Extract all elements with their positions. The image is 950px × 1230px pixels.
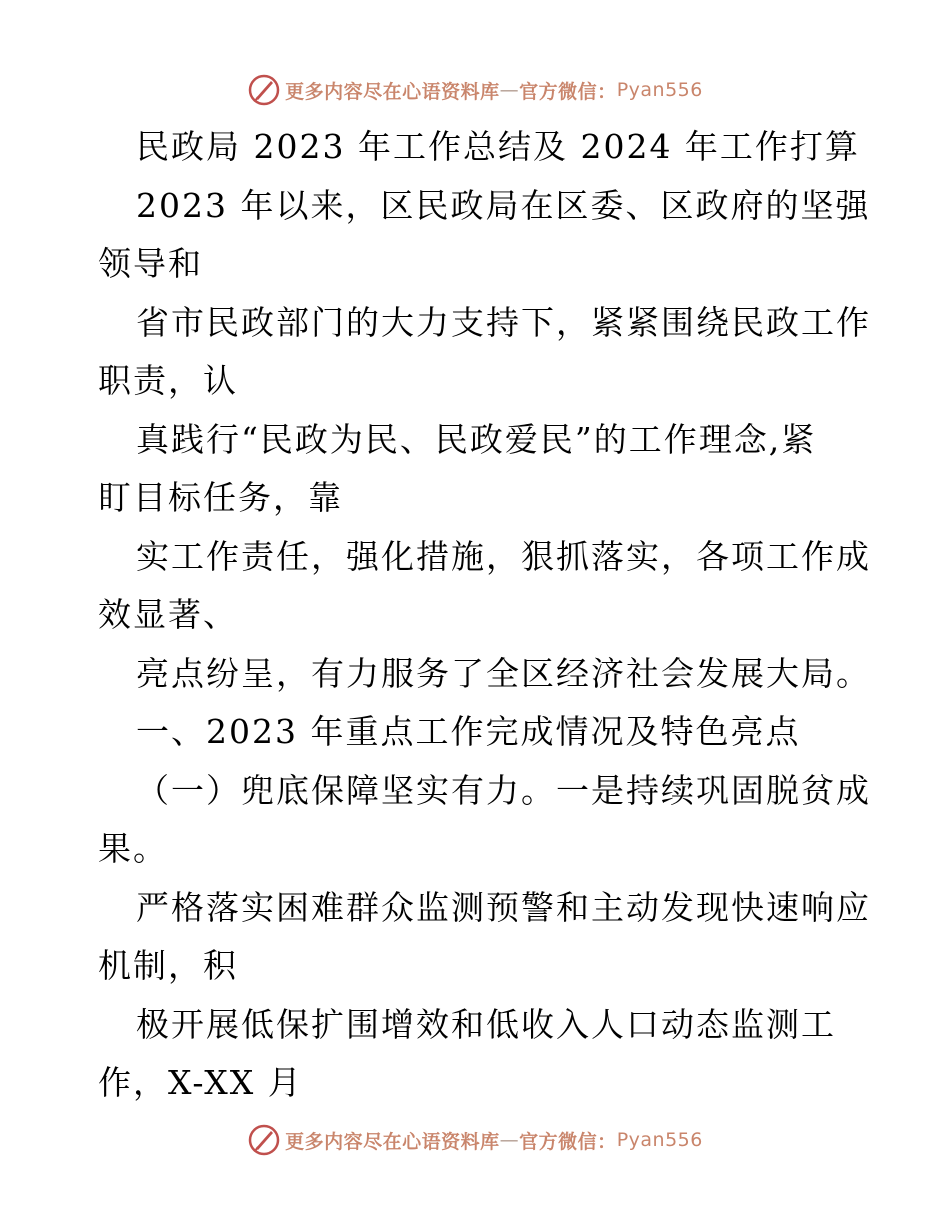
watermark-official-label: 官方微信： xyxy=(519,1130,617,1153)
watermark-text: 更多内容尽在心语资料库 xyxy=(285,1130,500,1153)
watermark-wechat-id: Pyan556 xyxy=(616,1129,703,1151)
text-line: 职责，认 xyxy=(98,361,238,400)
quill-pen-logo-icon xyxy=(247,73,281,107)
text-line: 机制，积 xyxy=(98,946,238,985)
text-line: 实工作责任，强化措施，狠抓落实，各项工作成 xyxy=(136,536,871,576)
text-line: 领导和 xyxy=(98,244,203,283)
text-line: 真践行“民政为民、民政爱民”的工作理念,紧 xyxy=(136,419,817,459)
document-body xyxy=(98,118,871,1113)
text-line: 2023 年以来，区民政局在区委、区政府的坚强 xyxy=(136,185,871,225)
text-line: 作，X-XX 月 xyxy=(98,1063,303,1102)
text-line: 效显著、 xyxy=(98,595,238,634)
watermark-separator: — xyxy=(499,79,520,101)
text-line: 亮点纷呈，有力服务了全区经济社会发展大局。 xyxy=(136,653,871,693)
text-line: 果。 xyxy=(98,829,168,868)
text-line: 严格落实困难群众监测预警和主动发现快速响应 xyxy=(136,887,871,927)
subsection-heading: （一）兜底保障坚实有力。一是持续巩固脱贫成 xyxy=(136,770,871,810)
document-title: 民政局 2023 年工作总结及 2024 年工作打算 xyxy=(136,127,860,166)
watermark-footer xyxy=(0,1120,950,1160)
watermark-separator: — xyxy=(499,1129,520,1151)
text-line: 极开展低保扩围增效和低收入人口动态监测工 xyxy=(136,1004,836,1044)
text-line: 盯目标任务，靠 xyxy=(98,478,343,517)
text-line: 省市民政部门的大力支持下，紧紧围绕民政工作 xyxy=(136,302,871,342)
watermark-header xyxy=(0,70,950,110)
quill-pen-logo-icon xyxy=(247,1123,281,1157)
section-heading: 一、2023 年重点工作完成情况及特色亮点 xyxy=(136,712,801,751)
watermark-wechat-id: Pyan556 xyxy=(616,79,703,101)
watermark-text: 更多内容尽在心语资料库 xyxy=(285,80,500,103)
watermark-official-label: 官方微信： xyxy=(519,80,617,103)
